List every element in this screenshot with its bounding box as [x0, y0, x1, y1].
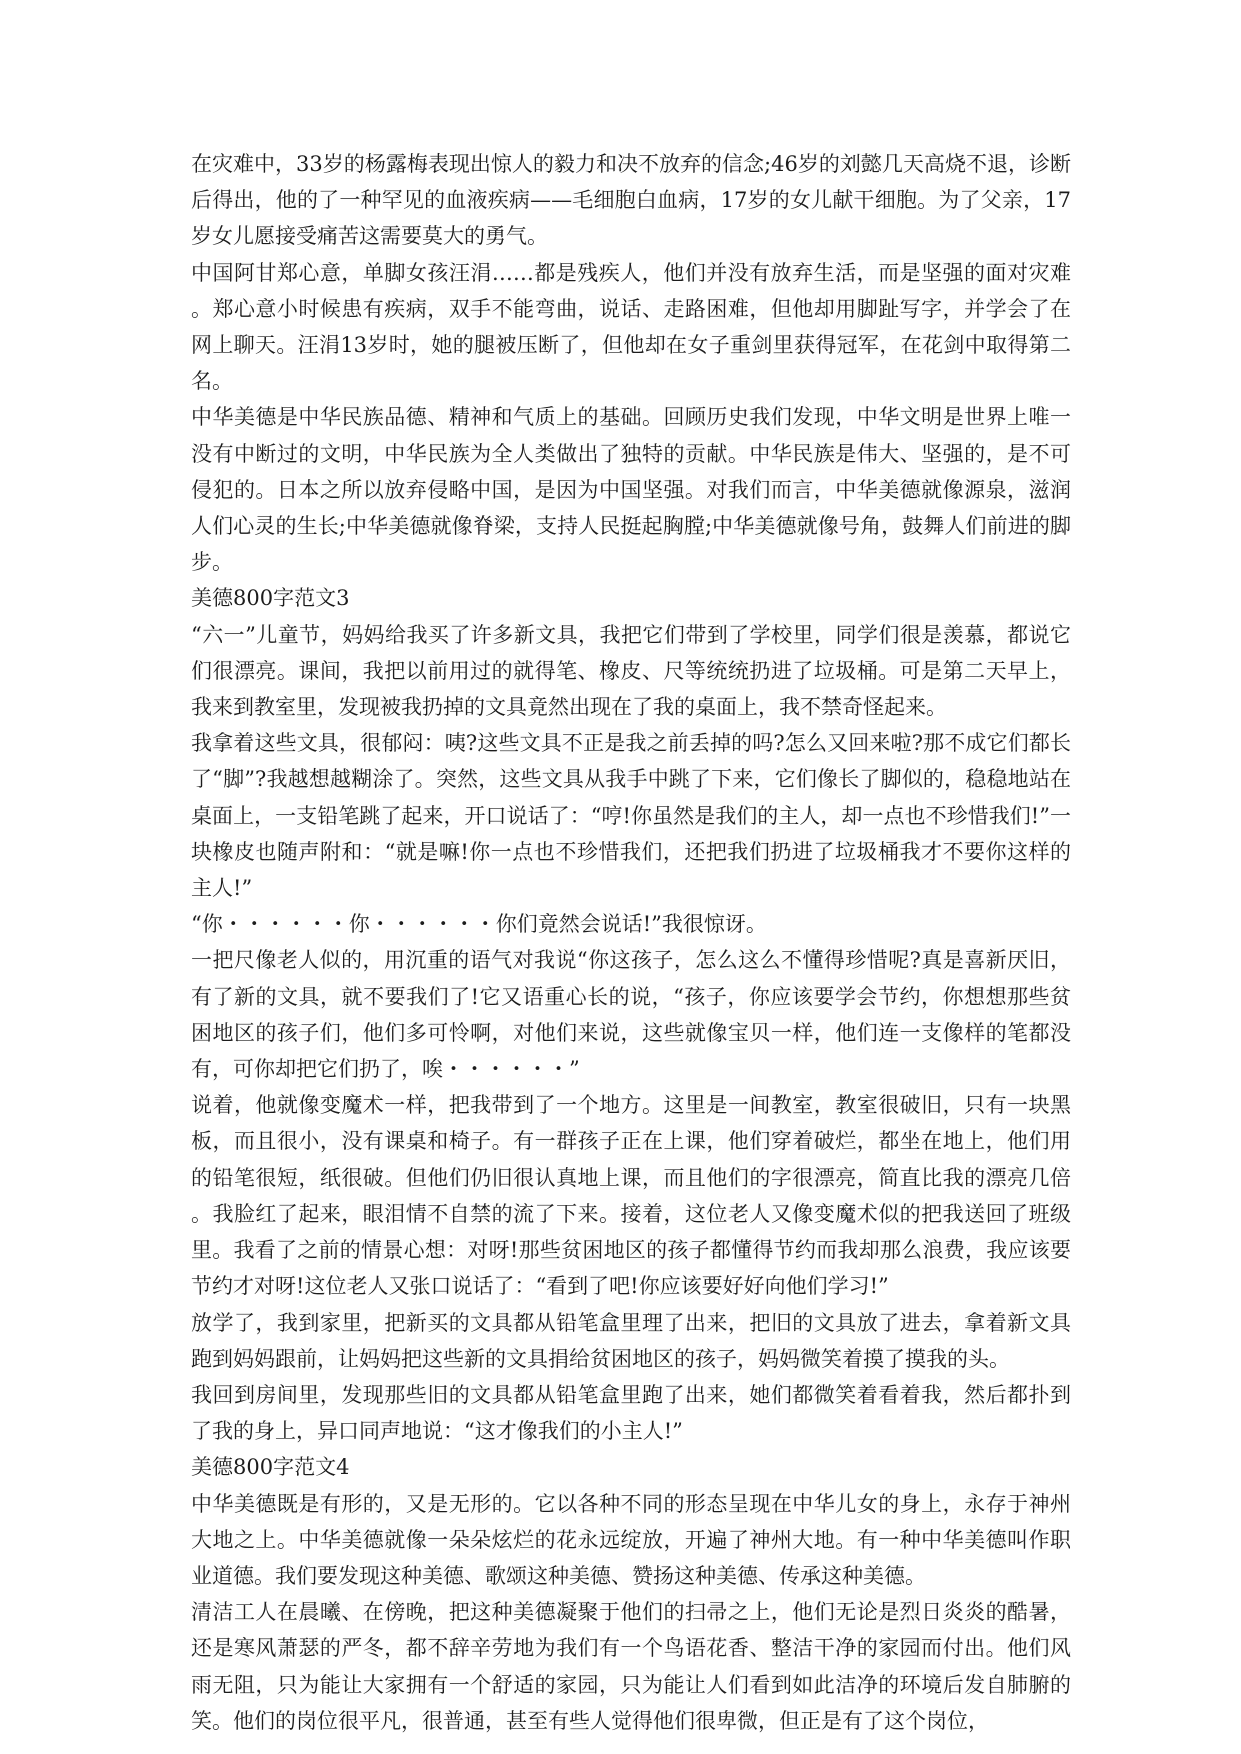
- paragraph-4: “六一”儿童节，妈妈给我买了许多新文具，我把它们带到了学校里，同学们很是羡慕，都说它们很漂亮。课间，我把以前用过的就得笔、橡皮、尺等统统扔进了垃圾桶。可是第二天早上，我来到教室里，发现被我扔掉的文具竟然出现在了我的桌面上，我不禁奇怪起来。: [191, 622, 1071, 720]
- paragraph-7: 一把尺像老人似的，用沉重的语气对我说“你这孩子，怎么这么不懂得珍惜呢?真是喜新厌旧，有了新的文具，就不要我们了!它又语重心长的说，“孩子，你应该要学会节约，你想想那些贫困地区的孩子们，他们多可怜啊，对他们来说，这些就像宝贝一样，他们连一支像样的笔都没有，可你却把它们扔了，唉・・・・・・”: [191, 948, 1071, 1082]
- paragraph-8: 说着，他就像变魔术一样，把我带到了一个地方。这里是一间教室，教室很破旧，只有一块黑板，而且很小，没有课桌和椅子。有一群孩子正在上课，他们穿着破烂，都坐在地上，他们用的铅笔很短，纸很破。但他们仍旧很认真地上课，而且他们的字很漂亮，简直比我的漂亮几倍。我脸红了起来，眼泪情不自禁的流了下来。接着，这位老人又像变魔术似的把我送回了班级里。我看了之前的情景心想：对呀!那些贫困地区的孩子都懂得节约而我却那么浪费，我应该要节约才对呀!这位老人又张口说话了：“看到了吧!你应该要好好向他们学习!”: [191, 1093, 1071, 1299]
- paragraph-3: 中华美德是中华民族品德、精神和气质上的基础。回顾历史我们发现，中华文明是世界上唯一没有中断过的文明，中华民族为全人类做出了独特的贡献。中华民族是伟大、坚强的，是不可侵犯的。日本之所以放弃侵略中国，是因为中国坚强。对我们而言，中华美德就像源泉，滋润人们心灵的生长;中华美德就像脊梁，支持人民挺起胸膛;中华美德就像号角，鼓舞人们前进的脚步。: [191, 405, 1071, 575]
- paragraph-11: 中华美德既是有形的，又是无形的。它以各种不同的形态呈现在中华儿女的身上，永存于神州大地之上。中华美德就像一朵朵炫烂的花永远绽放，开遍了神州大地。有一种中华美德叫作职业道德。我们要发现这种美德、歌颂这种美德、赞扬这种美德、传承这种美德。: [191, 1491, 1071, 1588]
- section-heading-4: 美德800字范文4: [191, 1455, 350, 1480]
- paragraph-2: 中国阿甘郑心意，单脚女孩汪涓……都是残疾人，他们并没有放弃生活，而是坚强的面对灾难。郑心意小时候患有疾病，双手不能弯曲，说话、走路困难，但他却用脚趾写字，并学会了在网上聊天。汪涓13岁时，她的腿被压断了，但他却在女子重剑里获得冠军，在花剑中取得第二名。: [191, 260, 1071, 394]
- paragraph-6: “你・・・・・・你・・・・・・你们竟然会说话!”我很惊讶。: [191, 912, 767, 937]
- document-body: [191, 146, 1071, 1739]
- paragraph-12: 清洁工人在晨曦、在傍晚，把这种美德凝聚于他们的扫帚之上，他们无论是烈日炎炎的酷暑，还是寒风萧瑟的严冬，都不辞辛劳地为我们有一个鸟语花香、整洁干净的家园而付出。他们风雨无阻，只为能让大家拥有一个舒适的家园，只为能让人们看到如此洁净的环境后发自肺腑的笑。他们的岗位很平凡，很普通，甚至有些人觉得他们很卑微，但正是有了这个岗位，: [191, 1600, 1071, 1733]
- section-heading-3: 美德800字范文3: [191, 586, 350, 611]
- paragraph-1: 在灾难中，33岁的杨露梅表现出惊人的毅力和决不放弃的信念;46岁的刘懿几天高烧不退，诊断后得出，他的了一种罕见的血液疾病——毛细胞白血病，17岁的女儿献干细胞。为了父亲，17岁女儿愿接受痛苦这需要莫大的勇气。: [191, 152, 1071, 249]
- paragraph-5: 我拿着这些文具，很郁闷：咦?这些文具不正是我之前丢掉的吗?怎么又回来啦?那不成它们都长了“脚”?我越想越糊涂了。突然，这些文具从我手中跳了下来，它们像长了脚似的，稳稳地站在桌面上，一支铅笔跳了起来，开口说话了：“哼!你虽然是我们的主人，却一点也不珍惜我们!”一块橡皮也随声附和：“就是嘛!你一点也不珍惜我们，还把我们扔进了垃圾桶我才不要你这样的主人!”: [191, 731, 1071, 901]
- paragraph-9: 放学了，我到家里，把新买的文具都从铅笔盒里理了出来，把旧的文具放了进去，拿着新文具跑到妈妈跟前，让妈妈把这些新的文具捐给贫困地区的孩子，妈妈微笑着摸了摸我的头。: [191, 1310, 1071, 1371]
- paragraph-10: 我回到房间里，发现那些旧的文具都从铅笔盒里跑了出来，她们都微笑着看着我，然后都扑到了我的身上，异口同声地说：“这才像我们的小主人!”: [191, 1382, 1071, 1444]
